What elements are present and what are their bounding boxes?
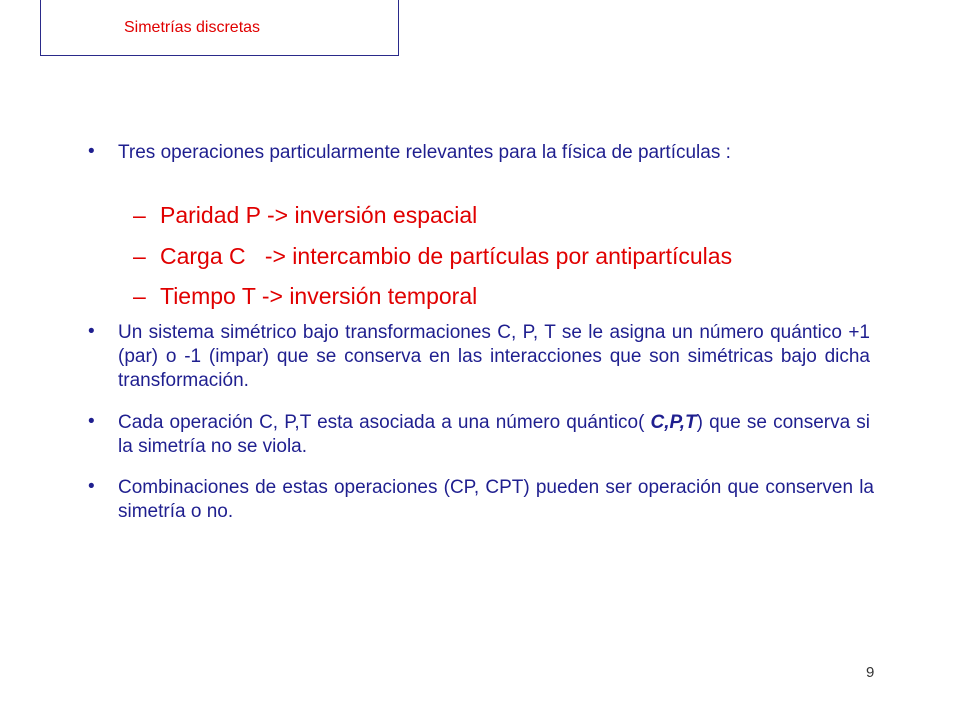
page-number: 9 [866, 664, 875, 681]
sub-bullet-paridad: Paridad P -> inversión espacial [160, 202, 478, 228]
bullet-text-3 [118, 411, 870, 459]
sub-bullet-carga: Carga C -> intercambio de partículas por antipartículas [160, 243, 733, 269]
sub-bullet-tiempo: Tiempo T -> inversión temporal [160, 283, 478, 309]
sub-bullet-dash: – [133, 202, 146, 228]
bullet-marker: • [88, 321, 95, 342]
bullet-text-2: Un sistema simétrico bajo transformaciones C, P, T se le asigna un número quántico +1 (par) o -1 (impar) que se conserva en las interacciones que son simétricas bajo dicha transformación. [118, 322, 870, 391]
bullet-3-pre: Cada operación C, P,T esta asociada a una número quántico( [118, 412, 651, 433]
sub-bullet-dash: – [133, 243, 146, 269]
slide-title: Simetrías discretas [124, 19, 261, 36]
bullet-marker: • [88, 141, 95, 162]
sub-bullet-dash: – [133, 283, 146, 309]
bullet-3-emph: C,P,T [650, 412, 697, 433]
bullet-text-1: Tres operaciones particularmente relevantes para la física de partículas : [118, 142, 731, 163]
bullet-3-post: ) que se conserva si la simetría no se viola. [118, 412, 870, 457]
bullet-text-4: Combinaciones de estas operaciones (CP, CPT) pueden ser operación que conserven la simetría o no. [118, 477, 874, 522]
bullet-marker: • [88, 476, 95, 497]
title-box [40, 0, 399, 56]
bullet-marker: • [88, 411, 95, 432]
